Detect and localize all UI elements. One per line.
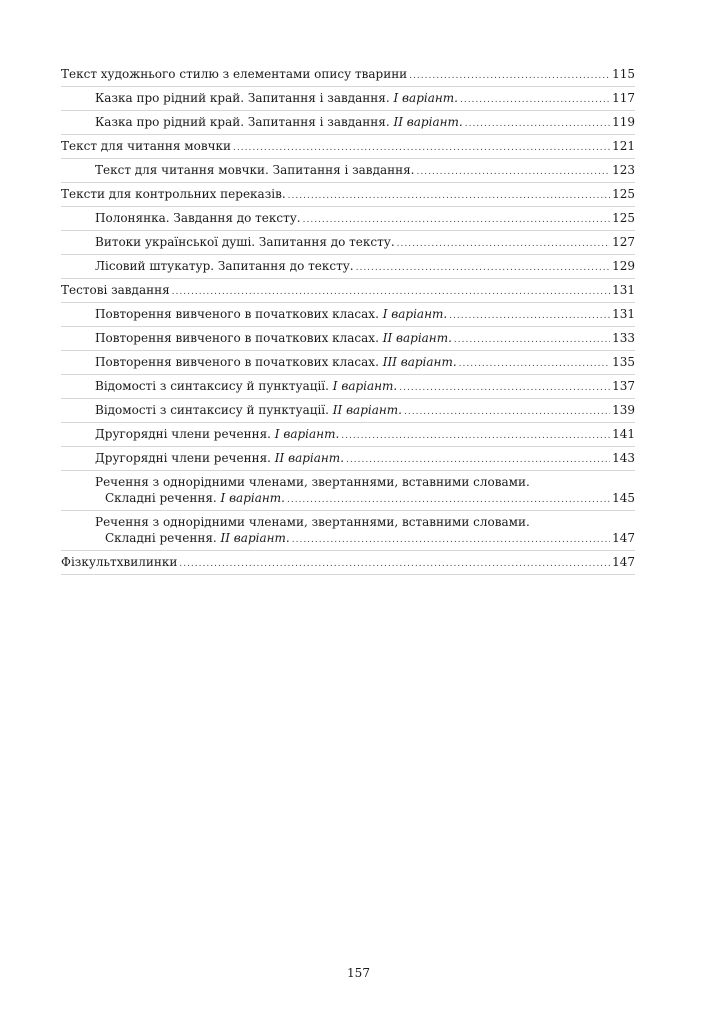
toc-entry[interactable]: [61, 207, 635, 231]
toc-page-number: 139: [612, 403, 635, 417]
dot-leader: [233, 140, 610, 156]
toc-entry-title: Другорядні члени речення.: [95, 451, 275, 465]
toc-entry-title: Текст для читання мовчки. Запитання і завдання.: [95, 163, 415, 177]
toc-page-number: 131: [612, 283, 635, 297]
toc-entry-title: Повторення вивченого в початкових класах.: [95, 331, 383, 345]
dot-leader: [341, 428, 610, 444]
toc-page-number: 137: [612, 379, 635, 393]
toc-page-number: 147: [612, 555, 635, 569]
toc-entry-variant: II варіант.: [274, 451, 345, 465]
toc-page-number: 147: [612, 531, 635, 545]
toc-entry[interactable]: [61, 351, 635, 375]
dot-leader: [417, 164, 611, 180]
toc-page-number: 125: [612, 211, 635, 225]
dot-leader: [399, 380, 610, 396]
toc-page-number: 125: [612, 187, 635, 201]
toc-entry-variant: II варіант.: [332, 403, 402, 417]
dot-leader: [303, 212, 610, 228]
toc-entry-variant: II варіант.: [393, 115, 463, 129]
toc-entry-title: Повторення вивченого в початкових класах.: [95, 355, 383, 369]
toc-entry-variant: I варіант.: [332, 379, 398, 393]
toc-entry-title: Речення з однорідними членами, звертаннями, вставними словами.: [95, 515, 530, 529]
toc-entry-variant: I варіант.: [220, 491, 285, 505]
toc-page-number: 133: [612, 331, 635, 345]
toc-entry[interactable]: [61, 135, 635, 159]
page-number: 157: [347, 966, 370, 980]
table-of-contents: [61, 63, 635, 575]
toc-entry-title: Другорядні члени речення.: [95, 427, 275, 441]
toc-entry-title-continued: Складні речення.: [105, 531, 221, 545]
toc-entry[interactable]: [61, 551, 635, 575]
toc-entry[interactable]: [61, 63, 635, 87]
dot-leader: [454, 332, 610, 348]
toc-entry-title: Тексти для контрольних переказів.: [61, 187, 286, 201]
toc-entry[interactable]: [61, 159, 635, 183]
toc-entry-title: Полонянка. Завдання до тексту.: [95, 211, 301, 225]
toc-entry-title-continued: Складні речення.: [105, 491, 221, 505]
dot-leader: [356, 260, 611, 276]
toc-entry-title: Текст для читання мовчки: [61, 139, 232, 153]
toc-entry-title: Лісовий штукатур. Запитання до тексту.: [95, 259, 354, 273]
dot-leader: [288, 188, 610, 204]
toc-page-number: 135: [612, 355, 635, 369]
toc-page-number: 121: [612, 139, 635, 153]
dot-leader: [449, 308, 610, 324]
toc-entry-title: Текст художнього стилю з елементами опису тварини: [61, 67, 408, 81]
toc-entry-title: Речення з однорідними членами, звертаннями, вставними словами.: [95, 475, 530, 489]
toc-entry-variant: II варіант.: [220, 531, 290, 545]
toc-page-number: 123: [612, 163, 635, 177]
toc-page-number: 129: [612, 259, 635, 273]
toc-page-number: 117: [612, 91, 635, 105]
toc-entry[interactable]: [61, 111, 635, 135]
toc-entry[interactable]: [61, 447, 635, 471]
dot-leader: [287, 492, 610, 508]
toc-entry-title: Витоки української душі. Запитання до тексту.: [95, 235, 395, 249]
toc-entry[interactable]: [61, 375, 635, 399]
toc-entry[interactable]: [61, 87, 635, 111]
dot-leader: [346, 452, 610, 468]
toc-entry-variant: III варіант.: [382, 355, 457, 369]
toc-entry[interactable]: [61, 399, 635, 423]
toc-page-number: 145: [612, 491, 635, 505]
toc-entry-title: Фізкультхвилинки: [61, 555, 178, 569]
toc-page-number: 119: [612, 115, 635, 129]
toc-entry-title: Повторення вивченого в початкових класах.: [95, 307, 383, 321]
toc-entry[interactable]: [61, 511, 635, 551]
toc-entry[interactable]: [61, 423, 635, 447]
toc-entry[interactable]: [61, 279, 635, 303]
toc-entry[interactable]: [61, 471, 635, 511]
toc-entry-variant: I варіант.: [393, 91, 458, 105]
toc-entry-variant: II варіант.: [382, 331, 452, 345]
toc-entry-title: Відомості з синтаксису й пунктуації.: [95, 403, 333, 417]
toc-page-number: 143: [612, 451, 635, 465]
toc-entry[interactable]: [61, 255, 635, 279]
toc-page-number: 141: [612, 427, 635, 441]
toc-entry-variant: I варіант.: [382, 307, 448, 321]
toc-entry-title: Відомості з синтаксису й пунктуації.: [95, 379, 333, 393]
dot-leader: [179, 556, 610, 572]
dot-leader: [460, 92, 610, 108]
toc-entry[interactable]: [61, 327, 635, 351]
dot-leader: [404, 404, 610, 420]
toc-entry-title: Казка про рідний край. Запитання і завдання.: [95, 115, 394, 129]
dot-leader: [172, 284, 610, 300]
toc-page-number: 131: [612, 307, 635, 321]
dot-leader: [409, 68, 610, 84]
toc-entry-variant: I варіант.: [274, 427, 340, 441]
dot-leader: [465, 116, 610, 132]
toc-entry-title: Казка про рідний край. Запитання і завдання.: [95, 91, 394, 105]
toc-entry[interactable]: [61, 303, 635, 327]
dot-leader: [397, 236, 610, 252]
toc-entry[interactable]: [61, 183, 635, 207]
toc-entry-title: Тестові завдання: [61, 283, 170, 297]
toc-page-number: 127: [612, 235, 635, 249]
toc-page-number: 115: [612, 67, 635, 81]
toc-entry[interactable]: [61, 231, 635, 255]
dot-leader: [292, 532, 610, 548]
dot-leader: [459, 356, 610, 372]
